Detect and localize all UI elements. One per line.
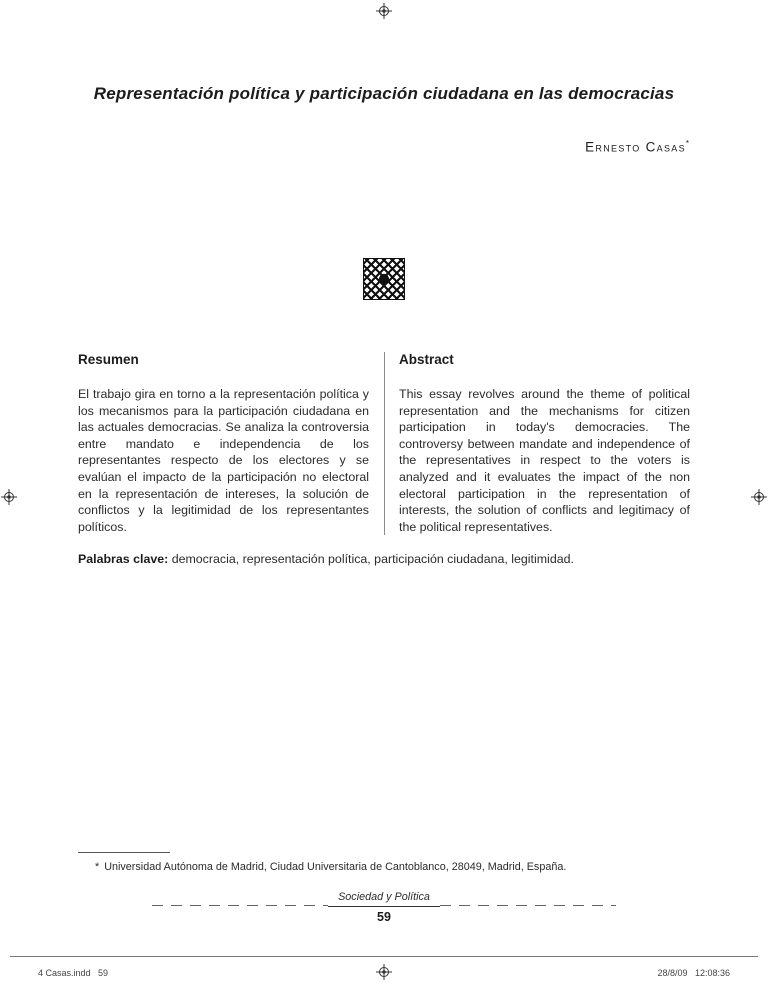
keywords-line xyxy=(78,552,690,566)
abstract-column xyxy=(384,352,690,535)
resumen-column xyxy=(78,352,384,535)
crosshair-icon xyxy=(1,489,17,505)
keywords-text: democracia, representación política, participación ciudadana, legitimidad. xyxy=(168,552,574,566)
footnote-rule xyxy=(78,852,170,853)
registration-mark-top-icon xyxy=(376,3,392,19)
footnote xyxy=(78,861,690,873)
crosshair-icon xyxy=(751,489,767,505)
slug-datetime: 28/8/09 12:08:36 xyxy=(657,968,730,978)
footer-rule-row xyxy=(152,891,616,907)
registration-mark-left-icon xyxy=(1,489,17,505)
slug-divider-rule xyxy=(10,956,758,957)
crosshair-icon xyxy=(376,964,392,980)
author-footnote-mark: * xyxy=(685,139,689,148)
author-name-text: Ernesto Casas xyxy=(585,139,686,155)
footnote-text: Universidad Autónoma de Madrid, Ciudad Universitaria de Cantoblanco, 28049, Madrid, España. xyxy=(104,861,567,873)
article-title: Representación política y participación ciudadana en las democracias xyxy=(93,84,675,103)
registration-mark-right-icon xyxy=(751,489,767,505)
footnote-marker: * xyxy=(95,861,100,873)
author-name xyxy=(585,139,689,155)
dashed-rule-right xyxy=(440,905,616,906)
page-footer xyxy=(152,891,616,924)
keywords-label: Palabras clave: xyxy=(78,552,169,566)
abstract-heading: Abstract xyxy=(399,352,454,367)
abstracts-section xyxy=(78,352,690,535)
resumen-body: El trabajo gira en torno a la representación política y los mecanismos para la participación ciudadana en las actuales democracias. Se analiza la controversia entre mandato e independencia de los representantes respecto de los electores y se evalúan el impacto de la participación no electoral en la representación de intereses, la solución de conflictos y la legitimidad de los representantes políticos. xyxy=(78,387,369,534)
journal-name: Sociedad y Política xyxy=(328,891,440,907)
page-number: 59 xyxy=(377,910,391,924)
crosshair-icon xyxy=(376,3,392,19)
registration-mark-bottom-icon xyxy=(376,964,392,980)
ornament-image xyxy=(363,258,405,300)
resumen-heading: Resumen xyxy=(78,352,139,367)
dashed-rule-left xyxy=(152,905,328,906)
abstract-body: This essay revolves around the theme of political representation and the mechanisms for citizen participation in today's democracies. The controversy between mandate and independence of the representatives in respect to the voters is analyzed and it evaluates the impact of the non electoral participation in the representation of interests, the solution of conflicts and legitimacy of the political representatives. xyxy=(399,387,690,534)
slug-filename: 4 Casas.indd 59 xyxy=(38,968,109,978)
